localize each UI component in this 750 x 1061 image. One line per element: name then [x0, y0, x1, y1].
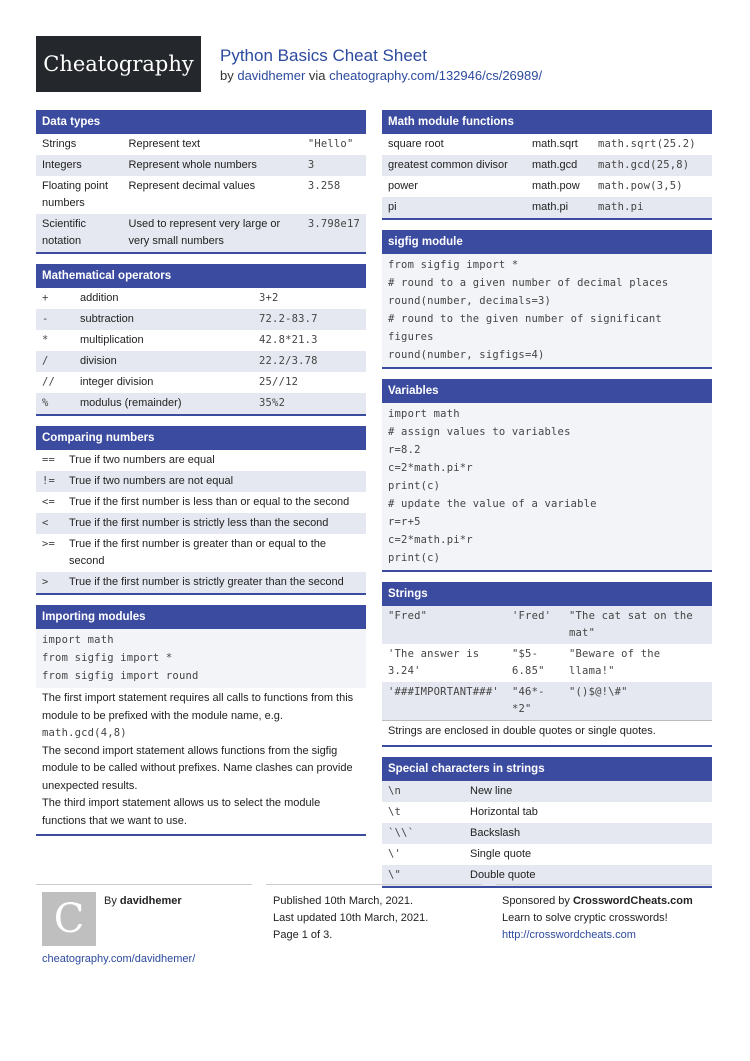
table-row — [36, 471, 366, 492]
author-profile-link[interactable]: cheatography.com/davidhemer/ — [42, 953, 196, 965]
type-example: 3.258 — [302, 176, 366, 214]
comparison-operator: >= — [36, 534, 63, 572]
string-example: 'The answer is 3.24' — [382, 644, 506, 682]
sponsor-prefix: Sponsored by — [502, 895, 573, 907]
table-row — [382, 802, 712, 823]
operator-name: modulus (remainder) — [74, 393, 253, 414]
escape-sequence: \" — [382, 865, 464, 886]
operator-symbol: * — [36, 330, 74, 351]
operator-symbol: - — [36, 309, 74, 330]
function-name: power — [382, 176, 526, 197]
table-row — [36, 134, 366, 155]
escape-desc: Horizontal tab — [464, 802, 712, 823]
code-line: from sigfig import * — [388, 259, 519, 271]
by-label: By — [104, 895, 120, 907]
string-example: "46*-*2" — [506, 682, 563, 720]
string-example: "()$@!\#" — [563, 682, 712, 720]
author-avatar[interactable]: C — [42, 892, 96, 946]
type-example: 3 — [302, 155, 366, 176]
footer-divider — [36, 884, 252, 885]
section-title: Mathematical operators — [36, 264, 366, 288]
function-call: math.sqrt — [526, 134, 592, 155]
escape-desc: New line — [464, 781, 712, 802]
table-row — [36, 214, 366, 252]
string-example: 'Fred' — [506, 606, 563, 644]
table-row — [36, 450, 366, 471]
string-example: "The cat sat on the mat" — [563, 606, 712, 644]
type-name: Floating point numbers — [36, 176, 123, 214]
code-block — [382, 254, 712, 367]
page-title: Python Basics Cheat Sheet — [220, 46, 427, 65]
code-line: c=2*math.pi*r — [388, 534, 473, 546]
comparison-operator: <= — [36, 492, 63, 513]
table-row — [382, 682, 712, 720]
escape-desc: Backslash — [464, 823, 712, 844]
math-operators-section — [36, 264, 366, 416]
escape-sequence: \' — [382, 844, 464, 865]
code-block — [382, 403, 712, 570]
type-desc: Represent decimal values — [123, 176, 302, 214]
operator-name: division — [74, 351, 253, 372]
operator-example: 25//12 — [253, 372, 366, 393]
string-example: "$5-6.85" — [506, 644, 563, 682]
code-line: from sigfig import * — [42, 652, 173, 664]
section-title: Special characters in strings — [382, 757, 712, 781]
table-row — [382, 865, 712, 886]
table-row — [36, 572, 366, 593]
type-example: "Hello" — [302, 134, 366, 155]
function-name: greatest common divisor — [382, 155, 526, 176]
type-name: Strings — [36, 134, 123, 155]
operator-example: 72.2-83.7 — [253, 309, 366, 330]
table-row — [382, 134, 712, 155]
via-text: via — [305, 68, 330, 83]
data-types-section — [36, 110, 366, 254]
type-desc: Represent whole numbers — [123, 155, 302, 176]
comparing-numbers-section — [36, 426, 366, 595]
code-line: # round to a given number of decimal places — [388, 277, 669, 289]
by-prefix: by — [220, 68, 238, 83]
operator-name: multiplication — [74, 330, 253, 351]
operator-symbol: + — [36, 288, 74, 309]
updated-date: Last updated 10th March, 2021. — [273, 912, 429, 924]
table-row — [382, 823, 712, 844]
comparison-operator: < — [36, 513, 63, 534]
code-line: round(number, decimals=3) — [388, 295, 552, 307]
sponsor-link[interactable]: http://crosswordcheats.com — [502, 929, 636, 941]
code-block — [36, 629, 366, 688]
operator-symbol: % — [36, 393, 74, 414]
escape-sequence: \n — [382, 781, 464, 802]
escape-sequence: \t — [382, 802, 464, 823]
comparison-desc: True if two numbers are equal — [63, 450, 366, 471]
table-row — [382, 781, 712, 802]
function-call: math.pow — [526, 176, 592, 197]
code-line: # update the value of a variable — [388, 498, 597, 510]
table-row — [36, 288, 366, 309]
operator-example: 35%2 — [253, 393, 366, 414]
code-line: print(c) — [388, 480, 441, 492]
type-name: Integers — [36, 155, 123, 176]
table-row — [382, 644, 712, 682]
footer-divider — [496, 884, 712, 885]
section-title: Math module functions — [382, 110, 712, 134]
import-notes — [36, 688, 366, 834]
published-date: Published 10th March, 2021. — [273, 895, 414, 907]
section-title: sigfig module — [382, 230, 712, 254]
section-title: Comparing numbers — [36, 426, 366, 450]
code-line: c=2*math.pi*r — [388, 462, 473, 474]
table-row — [36, 372, 366, 393]
table-row — [382, 844, 712, 865]
table-row — [36, 393, 366, 414]
variables-section — [382, 379, 712, 572]
comparison-desc: True if the first number is less than or equal to the second — [63, 492, 366, 513]
type-desc: Used to represent very large or very small numbers — [123, 214, 302, 252]
code-line: round(number, sigfigs=4) — [388, 349, 545, 361]
footer-divider — [266, 884, 482, 885]
footer-author — [104, 893, 182, 910]
sponsor-tagline: Learn to solve cryptic crosswords! — [502, 912, 668, 924]
code-line: import math — [388, 408, 460, 420]
author-link[interactable]: davidhemer — [237, 68, 306, 83]
section-title: Importing modules — [36, 605, 366, 629]
code-line: r=8.2 — [388, 444, 421, 456]
type-desc: Represent text — [123, 134, 302, 155]
strings-note: Strings are enclosed in double quotes or single quotes. — [382, 720, 712, 745]
table-row — [36, 176, 366, 214]
code-line: # assign values to variables — [388, 426, 571, 438]
string-example: '###IMPORTANT###' — [382, 682, 506, 720]
escape-desc: Double quote — [464, 865, 712, 886]
operator-symbol: // — [36, 372, 74, 393]
section-title: Data types — [36, 110, 366, 134]
operator-name: addition — [74, 288, 253, 309]
note-code: math.gcd(4,8) — [42, 727, 127, 739]
operator-symbol: / — [36, 351, 74, 372]
comparison-desc: True if the first number is greater than or equal to the second — [63, 534, 366, 572]
cheatography-logo[interactable]: Cheatography — [36, 36, 201, 92]
footer-dates — [273, 893, 428, 944]
table-row — [36, 309, 366, 330]
string-example: "Beware of the llama!" — [563, 644, 712, 682]
table-row — [382, 606, 712, 644]
sponsor-name: CrosswordCheats.com — [572, 895, 693, 907]
operator-example: 42.8*21.3 — [253, 330, 366, 351]
table-row — [36, 330, 366, 351]
function-example: math.pi — [592, 197, 712, 218]
table-row — [36, 534, 366, 572]
comparison-operator: > — [36, 572, 63, 593]
page-number: Page 1 of 3. — [273, 929, 333, 941]
comparison-desc: True if the first number is strictly less than the second — [63, 513, 366, 534]
footer-author-url-wrap — [42, 951, 195, 968]
math-module-section — [382, 110, 712, 220]
code-line: r=r+5 — [388, 516, 421, 528]
escape-desc: Single quote — [464, 844, 712, 865]
code-line: import math — [42, 634, 114, 646]
table-row — [382, 155, 712, 176]
note-text: The second import statement allows functions from the sigfig module to be called without prefixes. Name clashes can provide unexpected results. — [42, 744, 353, 792]
special-characters-section — [382, 757, 712, 888]
sigfig-module-section — [382, 230, 712, 369]
comparison-operator: != — [36, 471, 63, 492]
note-text: The first import statement requires all calls to functions from this module to be prefixed with the module name, e.g. — [42, 692, 354, 722]
comparison-desc: True if two numbers are not equal — [63, 471, 366, 492]
string-example: "Fred" — [382, 606, 506, 644]
comparison-operator: == — [36, 450, 63, 471]
sheet-url-link[interactable]: cheatography.com/132946/cs/26989/ — [329, 68, 543, 83]
function-example: math.gcd(25,8) — [592, 155, 712, 176]
table-row — [36, 155, 366, 176]
operator-example: 3+2 — [253, 288, 366, 309]
strings-section — [382, 582, 712, 747]
function-example: math.pow(3,5) — [592, 176, 712, 197]
comparison-desc: True if the first number is strictly greater than the second — [63, 572, 366, 593]
operator-name: integer division — [74, 372, 253, 393]
code-line: # round to the given number of significant figures — [388, 313, 662, 343]
table-row — [36, 492, 366, 513]
type-example: 3.798e17 — [302, 214, 366, 252]
function-call: math.gcd — [526, 155, 592, 176]
operator-example: 22.2/3.78 — [253, 351, 366, 372]
section-title: Strings — [382, 582, 712, 606]
byline — [220, 68, 542, 83]
function-name: pi — [382, 197, 526, 218]
function-call: math.pi — [526, 197, 592, 218]
function-name: square root — [382, 134, 526, 155]
type-name: Scientific notation — [36, 214, 123, 252]
footer-sponsor — [502, 893, 693, 944]
table-row — [36, 513, 366, 534]
escape-sequence: `\\` — [382, 823, 464, 844]
code-line: from sigfig import round — [42, 670, 199, 682]
importing-modules-section — [36, 605, 366, 836]
footer-author-name[interactable]: davidhemer — [119, 895, 182, 907]
section-title: Variables — [382, 379, 712, 403]
table-row — [382, 197, 712, 218]
operator-name: subtraction — [74, 309, 253, 330]
note-text: The third import statement allows us to select the module functions that we want to use. — [42, 797, 321, 827]
table-row — [36, 351, 366, 372]
code-line: print(c) — [388, 552, 441, 564]
table-row — [382, 176, 712, 197]
function-example: math.sqrt(25.2) — [592, 134, 712, 155]
